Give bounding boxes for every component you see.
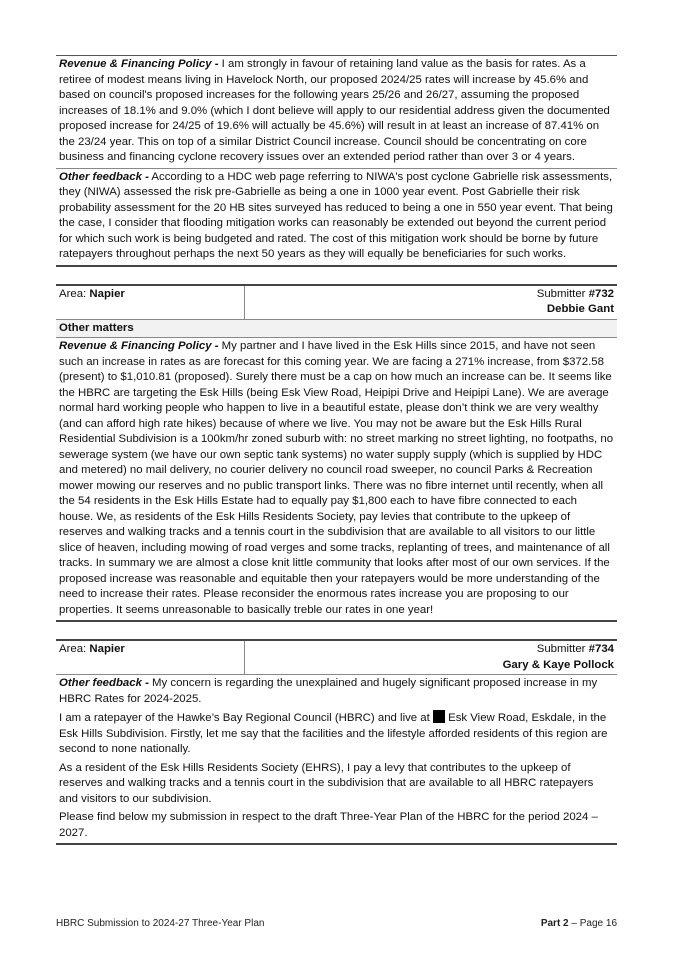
redaction-box (433, 710, 445, 723)
section-label-other-matters: Other matters (56, 320, 617, 339)
submitter-label: Submitter (536, 643, 589, 655)
paragraph-ehrs: As a resident of the Esk Hills Residents Society (EHRS), I pay a levy that contributes to the upkeep of reserves and walking tracks and a tennis court in the subdivision that are available to all HBRC ratepayers and visitors to our subdivision. (59, 761, 594, 805)
submission-header (56, 284, 617, 320)
other-feedback-label: Other feedback - (59, 170, 149, 183)
paragraph-submission: Please find below my submission in respect to the draft Three-Year Plan of the HBRC for the period 2024 – 2027. (59, 811, 598, 839)
revenue-financing-feedback (56, 338, 617, 620)
paragraph-ratepayer-end: Esk View Road, Eskdale, in the Esk Hills Subdivision. Firstly, let me say that the facilities and the lifestyle afforded residents of this region are second to none nationally. (59, 712, 608, 755)
revenue-financing-label: Revenue & Financing Policy - (59, 340, 219, 352)
submitter-cell (245, 286, 617, 319)
area-label: Area: (59, 643, 90, 655)
submitter-name: Debbie Gant (546, 303, 614, 315)
footer-page-number: – Page 16 (568, 918, 617, 929)
other-feedback-text: According to a HDC web page referring to NIWA's post cyclone Gabrielle risk assessments, they (NIWA) assessed the risk pre-Gabrielle as being a one in 1000 year event. Post Gabrielle their risk probability assessment for the 20 HB sites surveyed has reduced to being a one in 550 year event. That being the case, I consider that flooding mitigation works can reasonably be extended out beyond the current period for which such work is being budgeted and rated. The cost of this mitigation work should be borne by future ratepayers throughout perhaps the next 50 years as they will equally be beneficiaries for such works. (59, 170, 613, 260)
submission-732 (56, 284, 617, 621)
submitter-label: Submitter (536, 287, 589, 300)
area-value: Napier (89, 643, 125, 655)
other-feedback (56, 675, 617, 843)
other-feedback-text: My concern is regarding the unexplained and hugely significant proposed increase in my HBRC Rates for 2024-2025. (59, 677, 598, 705)
footer-part: Part 2 (540, 918, 569, 929)
document-page (56, 55, 617, 845)
revenue-financing-feedback (56, 56, 617, 168)
submission-header (56, 639, 617, 675)
divider (56, 843, 617, 845)
paragraph-ratepayer (59, 710, 614, 758)
paragraph-ratepayer-start: I am a ratepayer of the Hawke’s Bay Regional Council (HBRC) and live at (59, 712, 433, 724)
revenue-financing-label: Revenue & Financing Policy - (59, 58, 219, 70)
other-feedback (56, 168, 617, 265)
submission-continued (56, 55, 617, 265)
other-feedback-label: Other feedback - (59, 677, 149, 689)
footer-page (541, 916, 617, 932)
page-footer (56, 916, 617, 932)
area-cell (56, 286, 245, 319)
area-value: Napier (89, 287, 125, 300)
revenue-financing-text: I am strongly in favour of retaining land value as the basis for rates. As a retiree of modest means living in Havelock North, our proposed 2024/25 rates will increase by 45.6% and based on council's proposed increases for the following years 25/26 and 26/27, assuming the proposed increases of 18.1% and 9.0% (which I dont believe will apply to our residential address given the documented proposed increase for 24/25 of 19.6% will actually be 45.6%) will result in at least an increase of 87.41% on the 23/24 year. This on top of a similar District Council increase. Council should be concentrating on core business and financing cyclone recovery issues over an extended period rather than over 3 or 4 years. (59, 58, 610, 163)
area-label: Area: (59, 287, 90, 300)
revenue-financing-text: My partner and I have lived in the Esk Hills since 2015, and have not seen such an increase in rates as are forecast for this coming year. We are facing a 271% increase, from $372.58 (present) to $1,010.81 (proposed). Surely there must be a cap on how much an increase can be. It seems like the HBRC are targeting the Esk Hills (being Esk View Road, Heipipi Drive and Heipipi Lane). We are average normal hard working people who happen to live in a beautiful estate, please don’t think we are very wealthy (and can afford high rate hikes) because of where we live. You may not be aware but the Esk Hills Rural Residential Subdivision is a 100km/hr zoned suburb with: no street marking no street lighting, no footpaths, no sewerage system (we have our own septic tank systems) no water supply supply (which is supplied by HDC and metered) no mail delivery, no courier delivery no council road sweeper, no council Parks & Recreation mower mowing our reserves and no public transport links. There was no fibre internet until recently, when all the 54 residents in the Esk Hills Estate had to equally pay $1,800 each to have fibre connected to each house. We, as residents of the Esk Hills Residents Society, pay levies that contribute to the upkeep of reserves and walking tracks and a tennis court in the subdivision that are available to all visitors to our little slice of heaven, including mowing of road verges and some tracks, replanting of trees, and maintenance of all tracks. In summary we are almost a close knit little community that looks after most of our own services. If the proposed increase was reasonable and equitable then your ratepayers would be more understanding of the need to increase their rates. Please reconsider the enormous rates increase you are proposing to our properties. It seems unreasonable to basically treble our rates in one year! (59, 340, 614, 616)
footer-title: HBRC Submission to 2024-27 Three-Year Plan (56, 918, 265, 929)
submitter-number: #734 (588, 643, 614, 655)
submitter-number: #732 (588, 287, 614, 300)
submitter-cell (245, 641, 617, 674)
area-cell (56, 641, 245, 674)
submission-734 (56, 639, 617, 843)
submitter-name: Gary & Kaye Pollock (502, 658, 614, 671)
